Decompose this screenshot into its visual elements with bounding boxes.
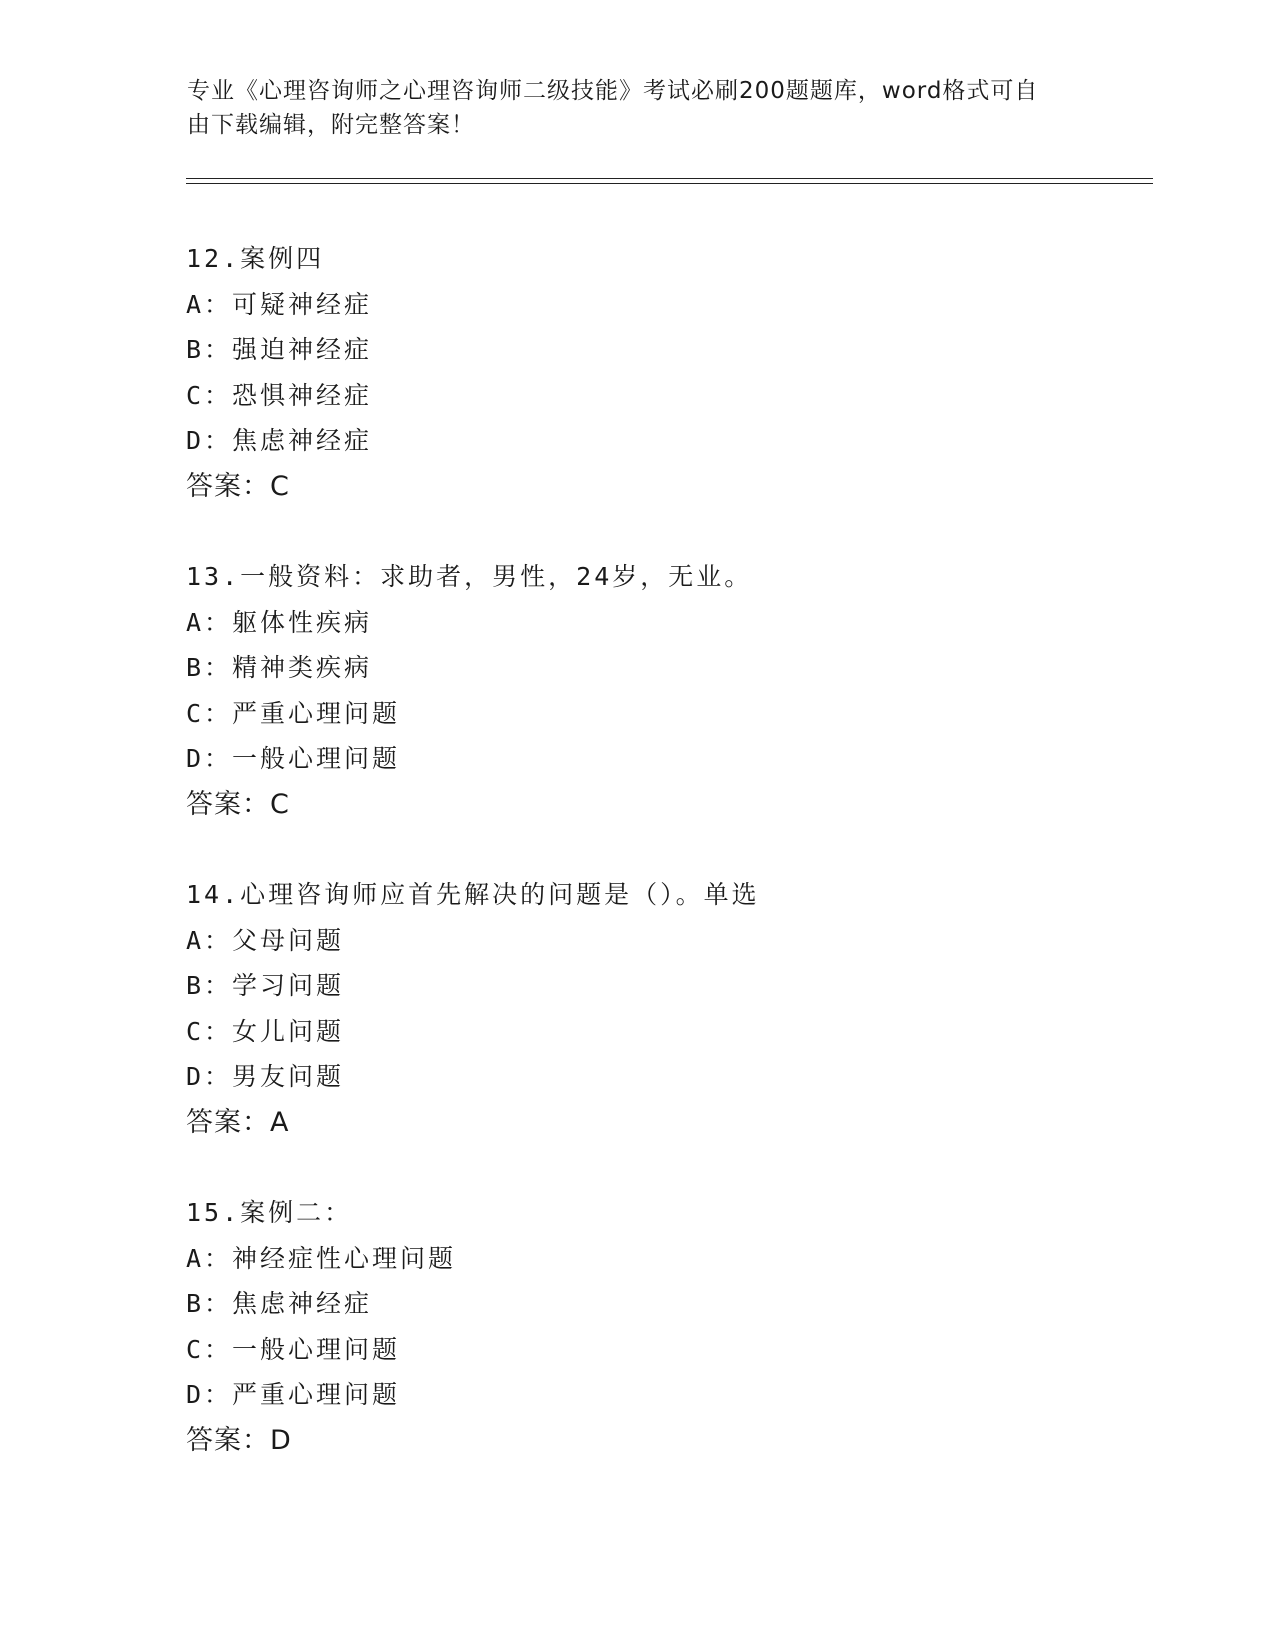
option-d: D：焦虑神经症 (186, 426, 373, 455)
header-divider-bottom (186, 183, 1153, 184)
question-stem: 12.案例四 (186, 244, 325, 273)
option-a: A：神经症性心理问题 (186, 1243, 457, 1273)
option-d: D：一般心理问题 (186, 744, 401, 773)
header-divider-top (186, 178, 1153, 179)
option-b: B：学习问题 (186, 971, 345, 1000)
answer-line: 答案：D (186, 1424, 292, 1456)
header-line-1: 专业《心理咨询师之心理咨询师二级技能》考试必刷200题题库，word格式可自 (187, 78, 1039, 104)
question-13 (186, 554, 1146, 827)
answer-line: 答案：C (186, 788, 290, 820)
option-b: B：精神类疾病 (186, 653, 373, 682)
question-stem: 13.一般资料：求助者，男性，24岁，无业。 (186, 562, 753, 591)
document-header (187, 74, 1067, 142)
answer-line: 答案：A (186, 1106, 290, 1138)
question-15 (186, 1190, 1146, 1463)
question-14 (186, 872, 1146, 1145)
option-b: B：焦虑神经症 (186, 1289, 373, 1318)
option-a: A：可疑神经症 (186, 289, 373, 319)
option-c: C：严重心理问题 (186, 698, 401, 728)
option-c: C：女儿问题 (186, 1016, 345, 1046)
question-stem: 15.案例二： (186, 1198, 353, 1227)
option-b: B：强迫神经症 (186, 335, 373, 364)
answer-line: 答案：C (186, 470, 290, 502)
option-d: D：男友问题 (186, 1062, 345, 1091)
option-d: D：严重心理问题 (186, 1380, 401, 1409)
option-c: C：恐惧神经症 (186, 380, 373, 410)
option-a: A：躯体性疾病 (186, 607, 373, 637)
question-12 (186, 236, 1146, 509)
question-stem: 14.心理咨询师应首先解决的问题是（）。单选 (186, 880, 760, 909)
option-c: C：一般心理问题 (186, 1334, 401, 1364)
option-a: A：父母问题 (186, 925, 345, 955)
header-line-2: 由下载编辑，附完整答案！ (187, 112, 475, 138)
